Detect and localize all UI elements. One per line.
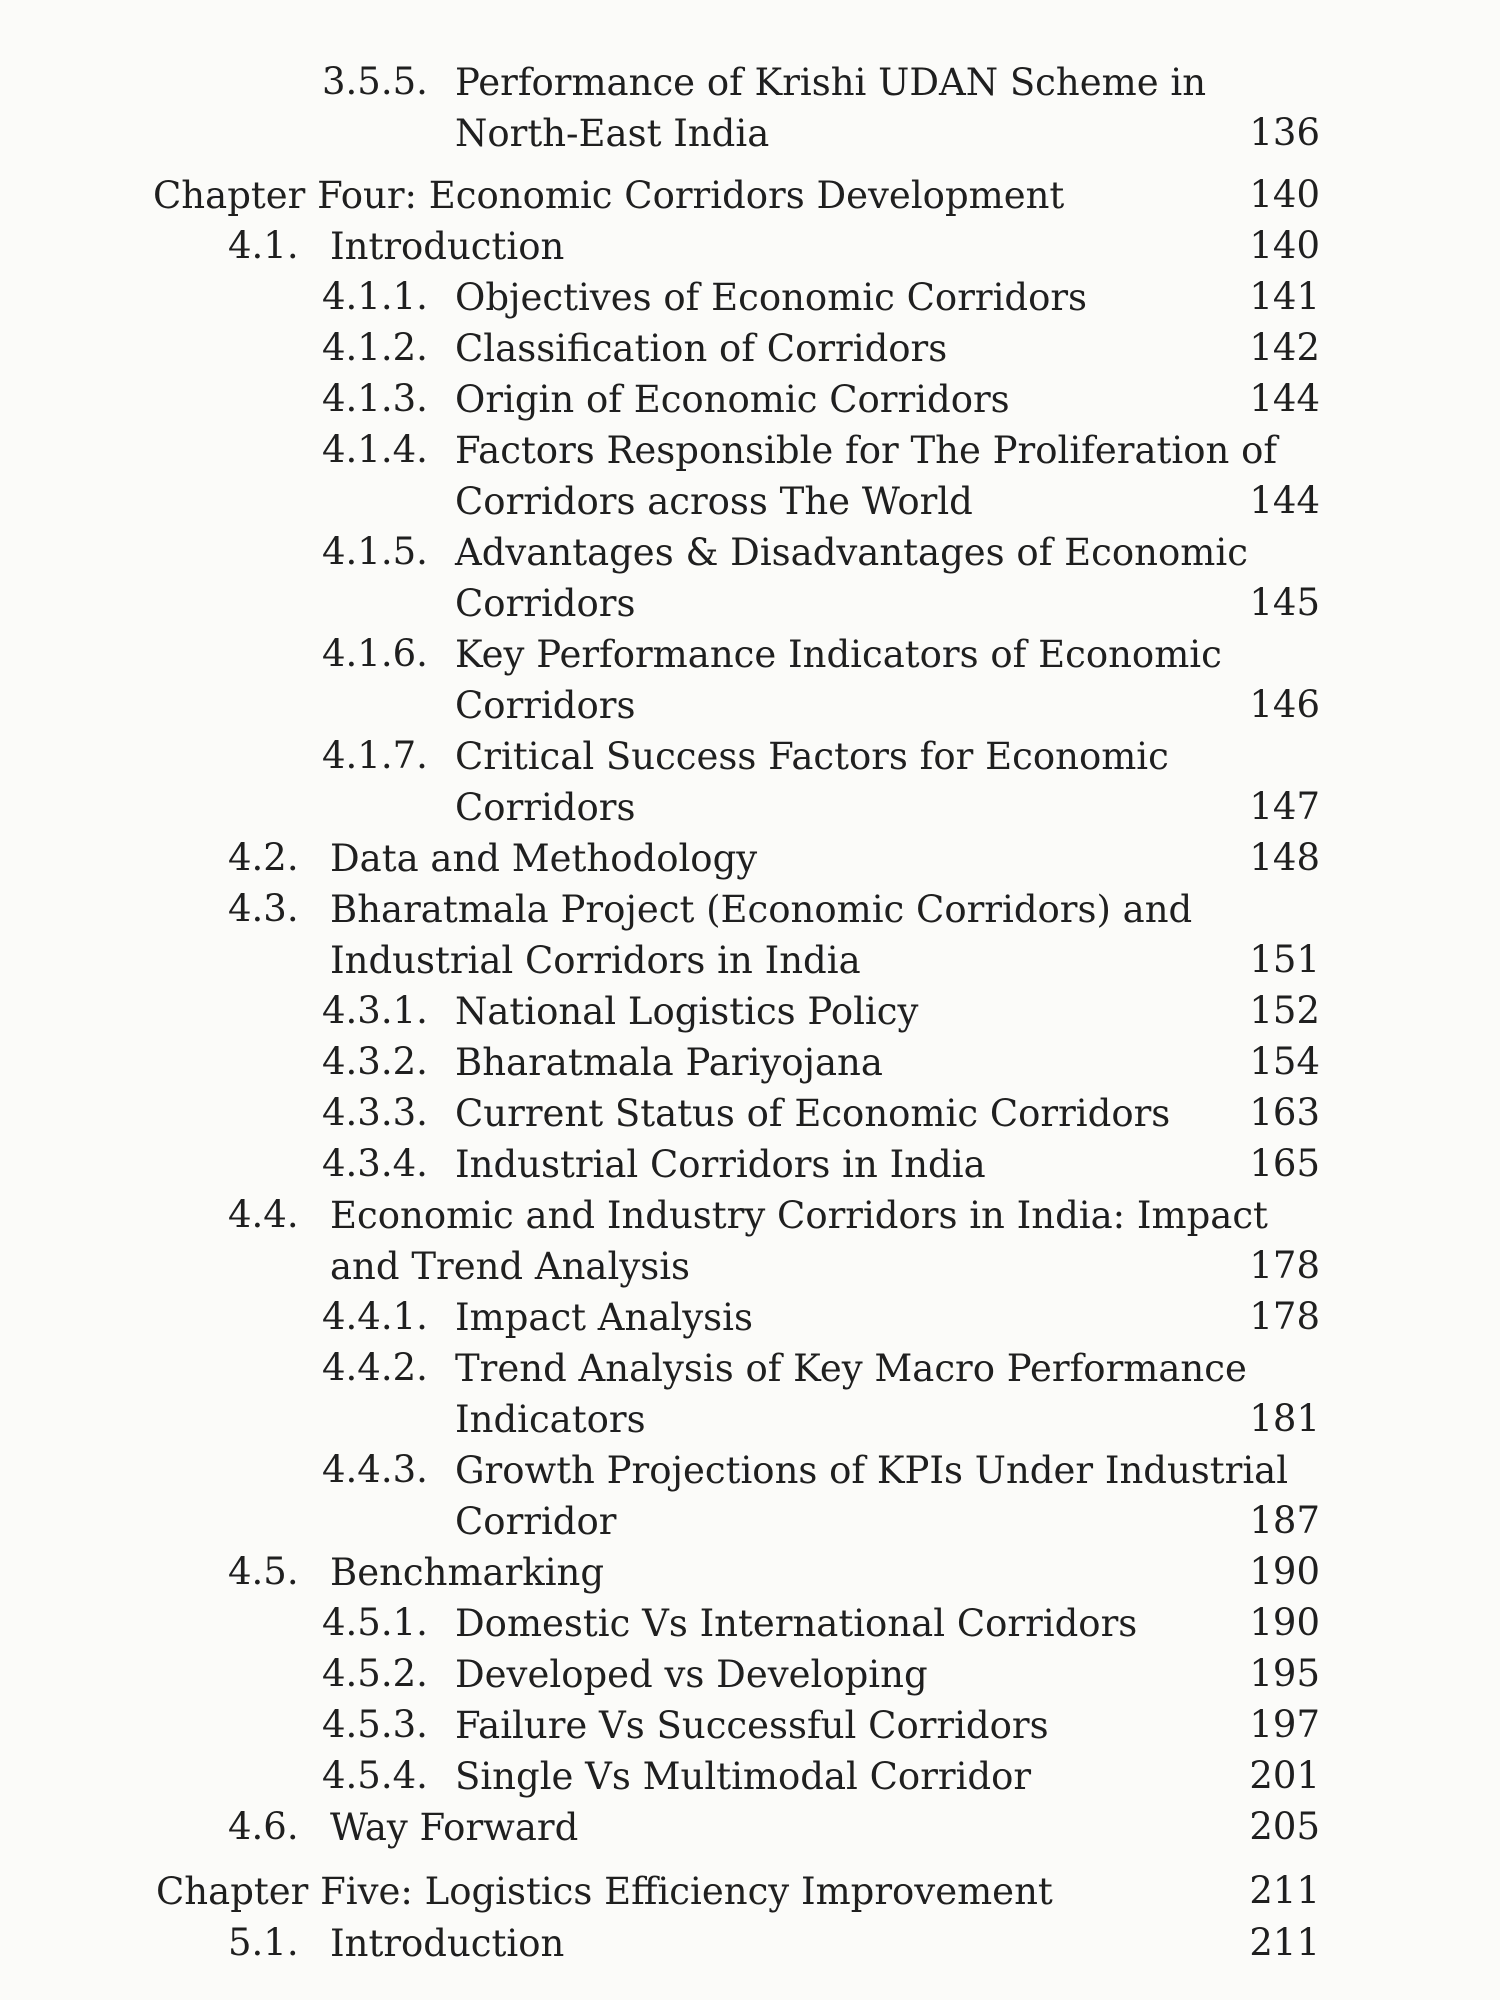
- section-number: 4.1.: [228, 224, 299, 267]
- section-title: Developed vs Developing: [455, 1653, 928, 1696]
- section-number: 4.1.6.: [322, 632, 428, 675]
- section-title: Bharatmala Project (Economic Corridors) and Industrial Corridors in India: [330, 888, 1193, 982]
- page-number: 145: [1249, 581, 1320, 624]
- section-title: Origin of Economic Corridors: [455, 378, 1010, 421]
- section-number: 4.5.4.: [322, 1754, 428, 1797]
- page-number: 147: [1249, 785, 1320, 828]
- page-number: 190: [1249, 1601, 1320, 1644]
- page-number: 195: [1249, 1652, 1320, 1695]
- page-number: 178: [1249, 1295, 1320, 1338]
- page-number: 140: [1249, 173, 1320, 216]
- section-number: 4.1.5.: [322, 530, 428, 573]
- section-number: 4.5.3.: [322, 1703, 428, 1746]
- page-number: 152: [1249, 989, 1320, 1032]
- section-title: Introduction: [330, 1922, 565, 1965]
- section-title: Critical Success Factors for Economic Corridors: [455, 735, 1169, 829]
- section-number: 5.1.: [228, 1921, 299, 1964]
- page-number: 154: [1249, 1040, 1320, 1083]
- page-number: 165: [1249, 1142, 1320, 1185]
- section-title: Benchmarking: [330, 1551, 605, 1594]
- section-number: 4.3.4.: [322, 1142, 428, 1185]
- chapter-title: Chapter Four: Economic Corridors Development: [153, 174, 1065, 217]
- section-title: Key Performance Indicators of Economic Corridors: [455, 633, 1222, 727]
- section-number: 3.5.5.: [322, 60, 428, 103]
- page-number: 201: [1249, 1754, 1320, 1797]
- section-title: Bharatmala Pariyojana: [455, 1041, 883, 1084]
- section-title: National Logistics Policy: [455, 990, 919, 1033]
- section-title: Factors Responsible for The Proliferation of Corridors across The World: [455, 429, 1278, 523]
- page-number: 148: [1249, 836, 1320, 879]
- section-number: 4.5.: [228, 1550, 299, 1593]
- page-number: 181: [1249, 1397, 1320, 1440]
- section-number: 4.1.1.: [322, 275, 428, 318]
- chapter-title: Chapter Five: Logistics Efficiency Improvement: [156, 1870, 1053, 1913]
- page-number: 211: [1249, 1869, 1320, 1912]
- section-title: Trend Analysis of Key Macro Performance Indicators: [455, 1347, 1247, 1441]
- section-number: 4.1.7.: [322, 734, 428, 777]
- page-number: 141: [1249, 275, 1320, 318]
- section-title: Impact Analysis: [455, 1296, 753, 1339]
- section-number: 4.4.3.: [322, 1448, 428, 1491]
- section-number: 4.5.2.: [322, 1652, 428, 1695]
- section-number: 4.3.3.: [322, 1091, 428, 1134]
- section-number: 4.3.1.: [322, 989, 428, 1032]
- section-title: Introduction: [330, 225, 565, 268]
- section-number: 4.4.2.: [322, 1346, 428, 1389]
- section-title: Failure Vs Successful Corridors: [455, 1704, 1049, 1747]
- page-number: 146: [1249, 683, 1320, 726]
- section-title: Advantages & Disadvantages of Economic Corridors: [455, 531, 1248, 625]
- page-number: 190: [1249, 1550, 1320, 1593]
- section-title: Performance of Krishi UDAN Scheme in North-East India: [455, 61, 1207, 155]
- page-number: 187: [1249, 1499, 1320, 1542]
- section-title: Data and Methodology: [330, 837, 758, 880]
- section-title: Domestic Vs International Corridors: [455, 1602, 1138, 1645]
- section-number: 4.4.: [228, 1193, 299, 1236]
- page-number: 178: [1249, 1244, 1320, 1287]
- page-number: 144: [1249, 479, 1320, 522]
- page-number: 142: [1249, 326, 1320, 369]
- page-number: 197: [1249, 1703, 1320, 1746]
- section-number: 4.3.2.: [322, 1040, 428, 1083]
- section-title: Single Vs Multimodal Corridor: [455, 1755, 1032, 1798]
- section-number: 4.2.: [228, 836, 299, 879]
- section-title: Classification of Corridors: [455, 327, 948, 370]
- page-number: 205: [1249, 1805, 1320, 1848]
- page-number: 136: [1249, 111, 1320, 154]
- section-number: 4.3.: [228, 887, 299, 930]
- page-number: 144: [1249, 377, 1320, 420]
- section-title: Objectives of Economic Corridors: [455, 276, 1088, 319]
- page-number: 151: [1249, 938, 1320, 981]
- section-number: 4.1.3.: [322, 377, 428, 420]
- section-title: Economic and Industry Corridors in India: Impact and Trend Analysis: [330, 1194, 1268, 1288]
- section-title: Way Forward: [330, 1806, 579, 1849]
- section-title: Growth Projections of KPIs Under Industrial Corridor: [455, 1449, 1289, 1543]
- section-number: 4.5.1.: [322, 1601, 428, 1644]
- section-title: Industrial Corridors in India: [455, 1143, 986, 1186]
- section-number: 4.6.: [228, 1805, 299, 1848]
- section-title: Current Status of Economic Corridors: [455, 1092, 1171, 1135]
- page-number: 140: [1249, 224, 1320, 267]
- section-number: 4.4.1.: [322, 1295, 428, 1338]
- section-number: 4.1.4.: [322, 428, 428, 471]
- section-number: 4.1.2.: [322, 326, 428, 369]
- page-number: 211: [1249, 1921, 1320, 1964]
- page-number: 163: [1249, 1091, 1320, 1134]
